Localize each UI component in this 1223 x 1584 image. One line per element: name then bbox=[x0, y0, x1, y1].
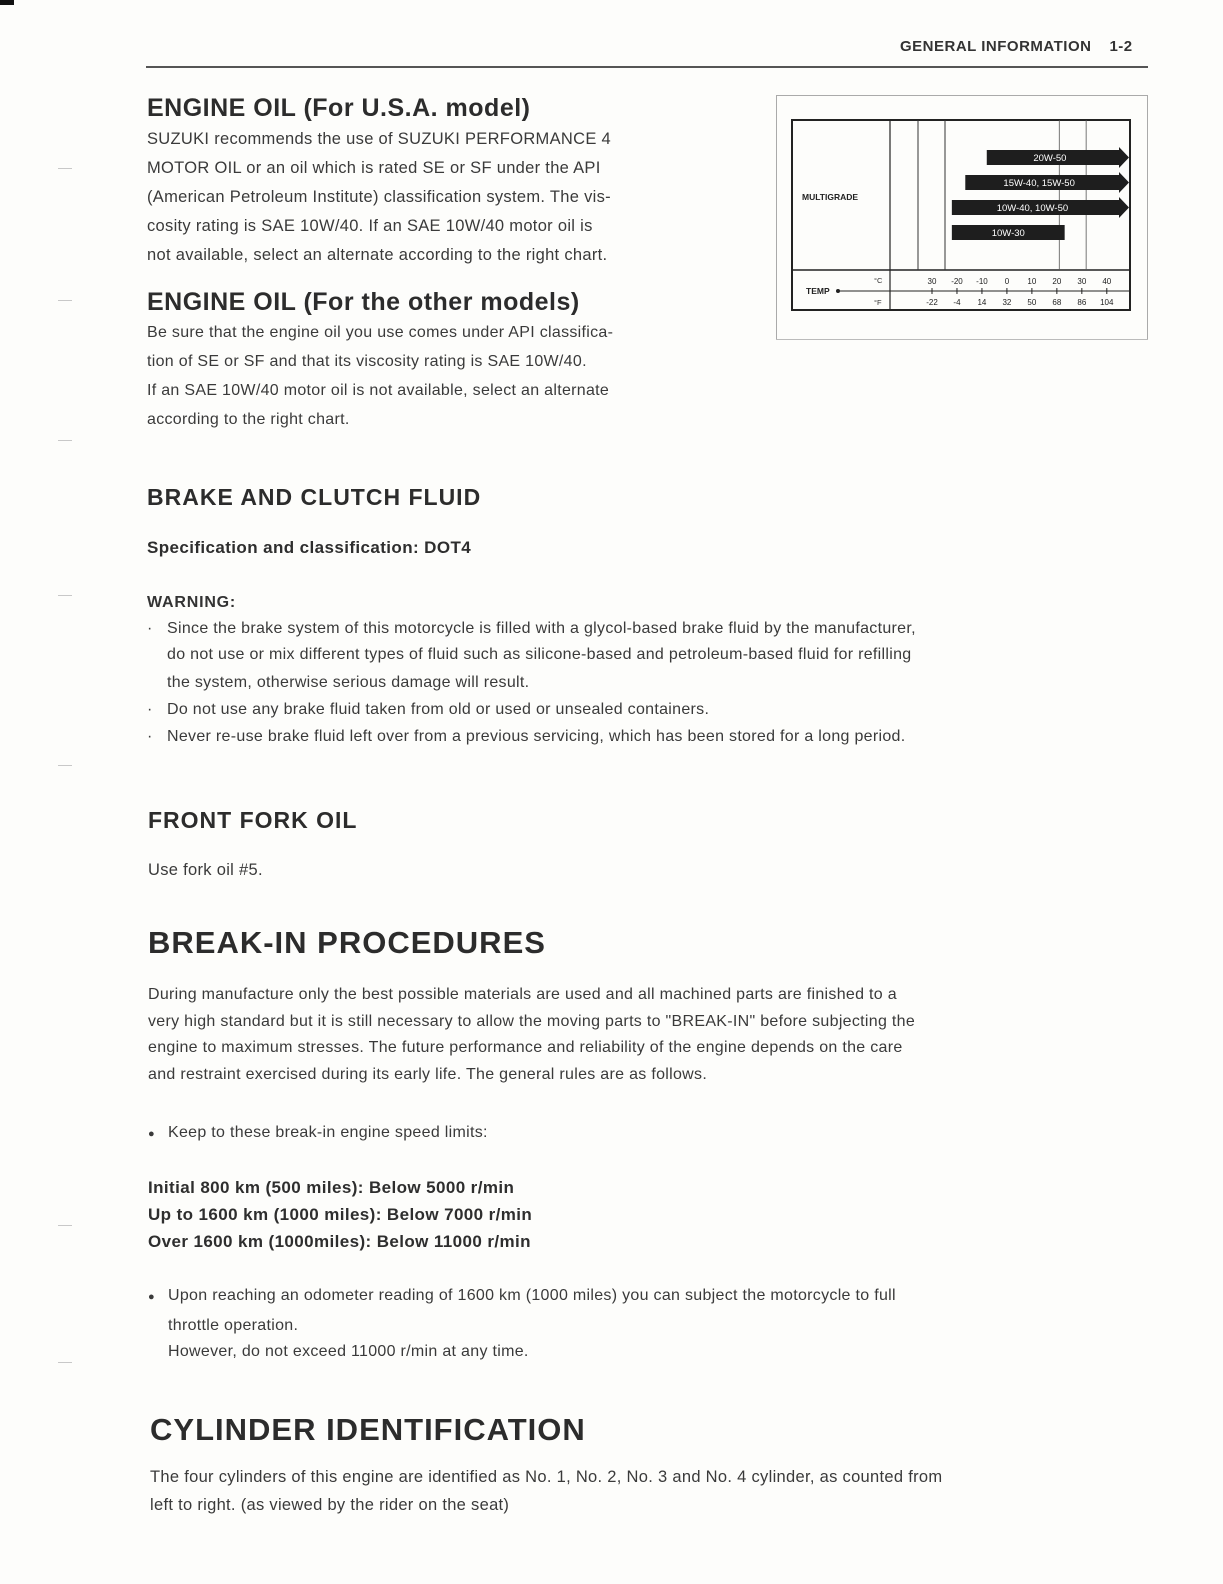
body-line: (American Petroleum Institute) classification system. The vis- bbox=[147, 188, 611, 206]
celsius-tick-label: -10 bbox=[976, 277, 988, 286]
body-line: Be sure that the engine oil you use comes under API classifica- bbox=[147, 324, 614, 341]
margin-mark bbox=[58, 765, 72, 766]
unit-celsius: °C bbox=[874, 276, 883, 285]
speed-limit-line: Up to 1600 km (1000 miles): Below 7000 r/min bbox=[148, 1205, 533, 1224]
body-line: engine to maximum stresses. The future performance and reliability of the engine depends on the care bbox=[148, 1039, 903, 1056]
header-section: GENERAL INFORMATION bbox=[900, 38, 1092, 55]
engine-oil-usa-body bbox=[147, 125, 611, 270]
viscosity-bar-label: 10W-40, 10W-50 bbox=[996, 203, 1069, 214]
fahrenheit-tick-label: 68 bbox=[1052, 298, 1062, 307]
margin-mark bbox=[58, 440, 72, 441]
front-fork-oil-text: Use fork oil #5. bbox=[148, 861, 263, 879]
celsius-tick-label: 10 bbox=[1027, 277, 1037, 286]
margin-mark bbox=[58, 1225, 72, 1226]
bullet-text: Upon reaching an odometer reading of 1600 km (1000 miles) you can subject the motorcycle to full bbox=[168, 1287, 896, 1304]
viscosity-bar-label: 15W-40, 15W-50 bbox=[1003, 178, 1075, 189]
warning-text: Do not use any brake fluid taken from old or used or unsealed containers. bbox=[167, 701, 710, 718]
body-line: not available, select an alternate according to the right chart. bbox=[147, 246, 608, 264]
body-line: If an SAE 10W/40 motor oil is not available, select an alternate bbox=[147, 382, 610, 399]
body-line: tion of SE or SF and that its viscosity rating is SAE 10W/40. bbox=[147, 353, 587, 370]
viscosity-bar-label: 10W-30 bbox=[991, 228, 1025, 239]
body-line: MOTOR OIL or an oil which is rated SE or SF under the API bbox=[147, 159, 601, 177]
warning-item bbox=[147, 701, 709, 719]
engine-oil-other-title: ENGINE OIL (For the other models) bbox=[147, 288, 580, 316]
brake-fluid-title: BRAKE AND CLUTCH FLUID bbox=[147, 484, 482, 510]
celsius-tick-label: 20 bbox=[1052, 277, 1062, 286]
warning-text-cont: do not use or mix different types of fluid such as silicone-based and petroleum-based fluid for refilling bbox=[167, 646, 912, 663]
warning-label: WARNING: bbox=[147, 594, 237, 611]
break-in-bullet bbox=[148, 1124, 488, 1142]
bullet-mark: · bbox=[147, 701, 153, 718]
warning-text-cont: the system, otherwise serious damage will result. bbox=[167, 674, 530, 691]
celsius-tick-label: 0 bbox=[1004, 277, 1010, 286]
running-header bbox=[900, 38, 1133, 55]
temp-label: TEMP bbox=[806, 286, 830, 296]
chart-frame bbox=[776, 95, 777, 339]
engine-oil-usa-title: ENGINE OIL (For U.S.A. model) bbox=[147, 94, 531, 122]
warning-item bbox=[147, 728, 906, 746]
bullet-text-cont: However, do not exceed 11000 r/min at any time. bbox=[168, 1343, 529, 1360]
celsius-tick-label: 30 bbox=[927, 277, 937, 286]
celsius-tick-label: -20 bbox=[951, 277, 963, 286]
break-in-title: BREAK-IN PROCEDURES bbox=[148, 925, 546, 960]
warning-text: Since the brake system of this motorcycle is filled with a glycol-based brake fluid by the manufacturer, bbox=[167, 620, 916, 637]
body-line: very high standard but it is still necessary to allow the moving parts to "BREAK-IN" before subjecting the bbox=[148, 1012, 916, 1030]
chart-frame bbox=[776, 95, 1148, 96]
page-number: 1-2 bbox=[1109, 38, 1133, 55]
margin-mark bbox=[58, 300, 72, 301]
unit-fahrenheit: °F bbox=[874, 298, 882, 307]
break-in-bullet bbox=[148, 1287, 896, 1305]
break-in-body bbox=[148, 982, 915, 1088]
chart-frame bbox=[776, 339, 1148, 340]
fahrenheit-tick-label: 50 bbox=[1027, 298, 1037, 307]
multigrade-label: MULTIGRADE bbox=[802, 192, 859, 202]
body-line: During manufacture only the best possible materials are used and all machined parts are finished to a bbox=[148, 986, 897, 1003]
warning-text: Never re-use brake fluid left over from a previous servicing, which has been stored for a long period. bbox=[167, 728, 906, 745]
body-line: SUZUKI recommends the use of SUZUKI PERFORMANCE 4 bbox=[147, 130, 611, 148]
scan-corner-mark bbox=[0, 0, 14, 5]
bullet-text-cont: throttle operation. bbox=[168, 1317, 299, 1334]
speed-limit-line: Over 1600 km (1000miles): Below 11000 r/min bbox=[148, 1232, 531, 1251]
bullet-mark: · bbox=[147, 620, 153, 637]
margin-mark bbox=[58, 168, 72, 169]
celsius-tick-label: 40 bbox=[1102, 277, 1112, 286]
temp-axis-dot bbox=[836, 289, 840, 293]
bullet-text: Keep to these break-in engine speed limits: bbox=[168, 1124, 488, 1141]
fahrenheit-tick-label: 104 bbox=[1100, 298, 1114, 307]
fahrenheit-tick-label: 14 bbox=[977, 298, 987, 307]
body-line: The four cylinders of this engine are identified as No. 1, No. 2, No. 3 and No. 4 cylinder, as counted from bbox=[150, 1468, 943, 1486]
bullet-mark: · bbox=[147, 728, 153, 745]
body-line: and restraint exercised during its early life. The general rules are as follows. bbox=[148, 1065, 708, 1083]
viscosity-bar-label: 20W-50 bbox=[1033, 153, 1067, 164]
bullet-mark: ● bbox=[148, 1128, 155, 1140]
fahrenheit-tick-label: 32 bbox=[1002, 298, 1012, 307]
brake-fluid-spec: Specification and classification: DOT4 bbox=[147, 538, 472, 557]
front-fork-oil-title: FRONT FORK OIL bbox=[148, 807, 358, 833]
fahrenheit-tick-label: -22 bbox=[926, 298, 938, 307]
engine-oil-other-body bbox=[147, 318, 613, 434]
bullet-mark: ● bbox=[148, 1291, 155, 1303]
margin-mark bbox=[58, 595, 72, 596]
body-line: according to the right chart. bbox=[147, 411, 350, 428]
body-line: cosity rating is SAE 10W/40. If an SAE 10W/40 motor oil is bbox=[147, 217, 593, 235]
cylinder-id-title: CYLINDER IDENTIFICATION bbox=[150, 1412, 586, 1447]
viscosity-chart bbox=[790, 118, 1134, 314]
header-rule bbox=[146, 66, 1148, 68]
warning-item bbox=[147, 620, 916, 638]
cylinder-id-body bbox=[150, 1463, 942, 1519]
fahrenheit-tick-label: 86 bbox=[1077, 298, 1087, 307]
celsius-tick-label: 30 bbox=[1077, 277, 1087, 286]
body-line: left to right. (as viewed by the rider on the seat) bbox=[150, 1496, 510, 1514]
margin-mark bbox=[58, 1362, 72, 1363]
speed-limit-line: Initial 800 km (500 miles): Below 5000 r/min bbox=[148, 1178, 515, 1197]
fahrenheit-tick-label: -4 bbox=[953, 298, 961, 307]
chart-frame bbox=[1147, 95, 1148, 339]
